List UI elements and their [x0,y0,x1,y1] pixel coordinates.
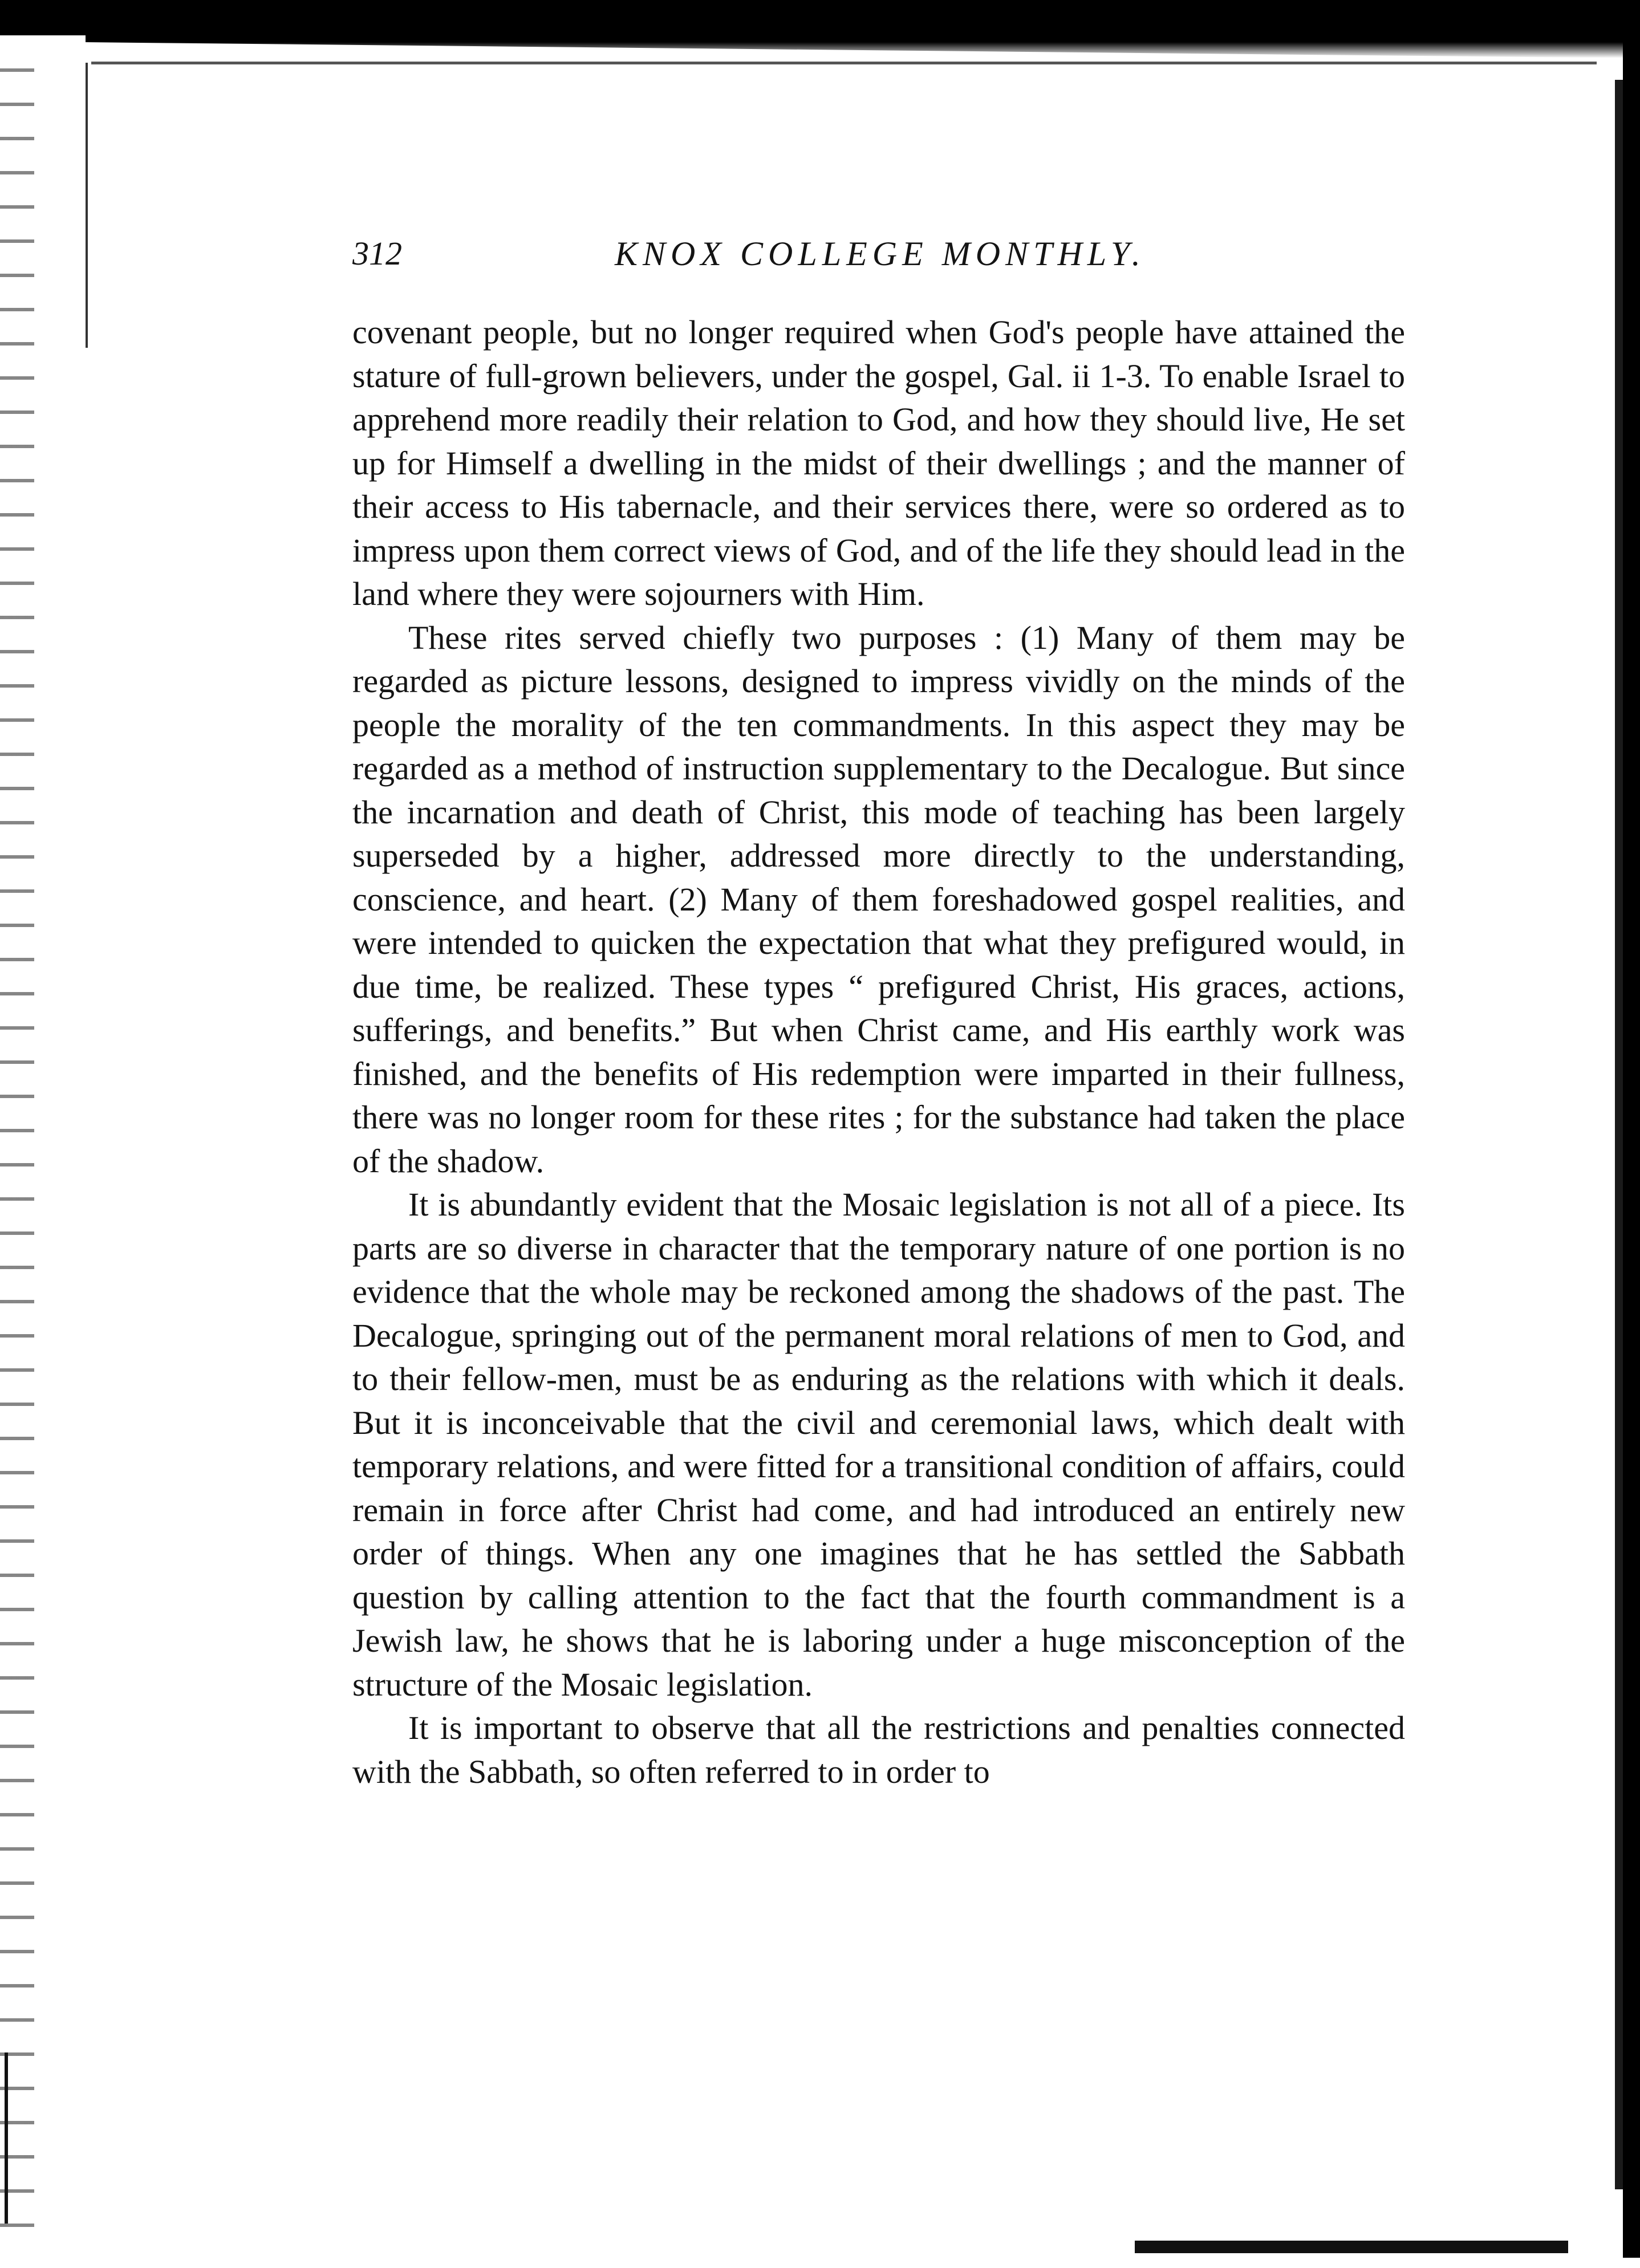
running-title: KNOX COLLEGE MONTHLY. [615,235,1146,273]
body-text [352,311,1405,1794]
scan-right-border [1623,34,1640,2258]
scan-left-rule-lower [5,2052,8,2224]
page-number: 312 [352,235,402,272]
scan-left-rule [86,63,88,348]
paragraph-2: These rites served chiefly two purposes : (1) Many of them may be regarded as picture lessons, designed to impress vividly on the minds of the people the morality of the ten commandments. In this aspect they may be regarded as a method of instruction supplementary to the Decalogue. But since the incarnation and death of Christ, this mode of teaching has been largely superseded by a higher, addressed more directly to the understanding, conscience, and heart. (2) Many of them foreshadowed gospel realities, and were intended to quicken the expectation that what they prefigured would, in due time, be realized. These types “ prefigured Christ, His graces, actions, sufferings, and benefits.” But when Christ came, and His earthly work was finished, and the benefits of His redemption were imparted in their fullness, there was no longer room for these rites ; for the substance had taken the place of the shadow. [352,619,1405,1180]
scan-top-border [0,0,1640,35]
scan-left-margin-marks [0,68,34,2246]
scan-right-shadow [1615,80,1623,2189]
scan-top-rule [91,62,1597,64]
paragraph-3: It is abundantly evident that the Mosaic legislation is not all of a piece. Its parts are so diverse in character that the temporary nature of one portion is no evidence that the whole may be reckoned among the shadows of the past. The Decalogue, springing out of the permanent moral relations of men to God, and to their fellow-men, must be as enduring as the relations with which it deals. But it is inconceivable that the civil and ceremonial laws, which dealt with temporary relations, and were fitted for a transitional condition of affairs, could remain in force after Christ had come, and had introduced an entirely new order of things. When any one imagines that he has settled the Sabbath question by calling attention to the fact that the fourth commandment is a Jewish law, he shows that he is laboring under a huge misconception of the structure of the Mosaic legislation. [352,1186,1405,1703]
page-header [352,228,1413,279]
scan-bottom-rule [1135,2241,1568,2253]
paragraph-4: It is important to observe that all the restrictions and penalties connected with the Sabbath, so often referred to in order to [352,1709,1405,1790]
scan-top-shadow [86,35,1640,58]
paragraph-1: covenant people, but no longer required when God's people have attained the stature of full-grown believers, under the gospel, Gal. ii 1-3. To enable Israel to apprehend more readily their relation to God, and how they should live, He set up for Himself a dwelling in the midst of their dwellings ; and the manner of their access to His tabernacle, and their services there, were so ordered as to impress upon them correct views of God, and of the life they should lead in the land where they were sojourners with Him. [352,314,1405,612]
